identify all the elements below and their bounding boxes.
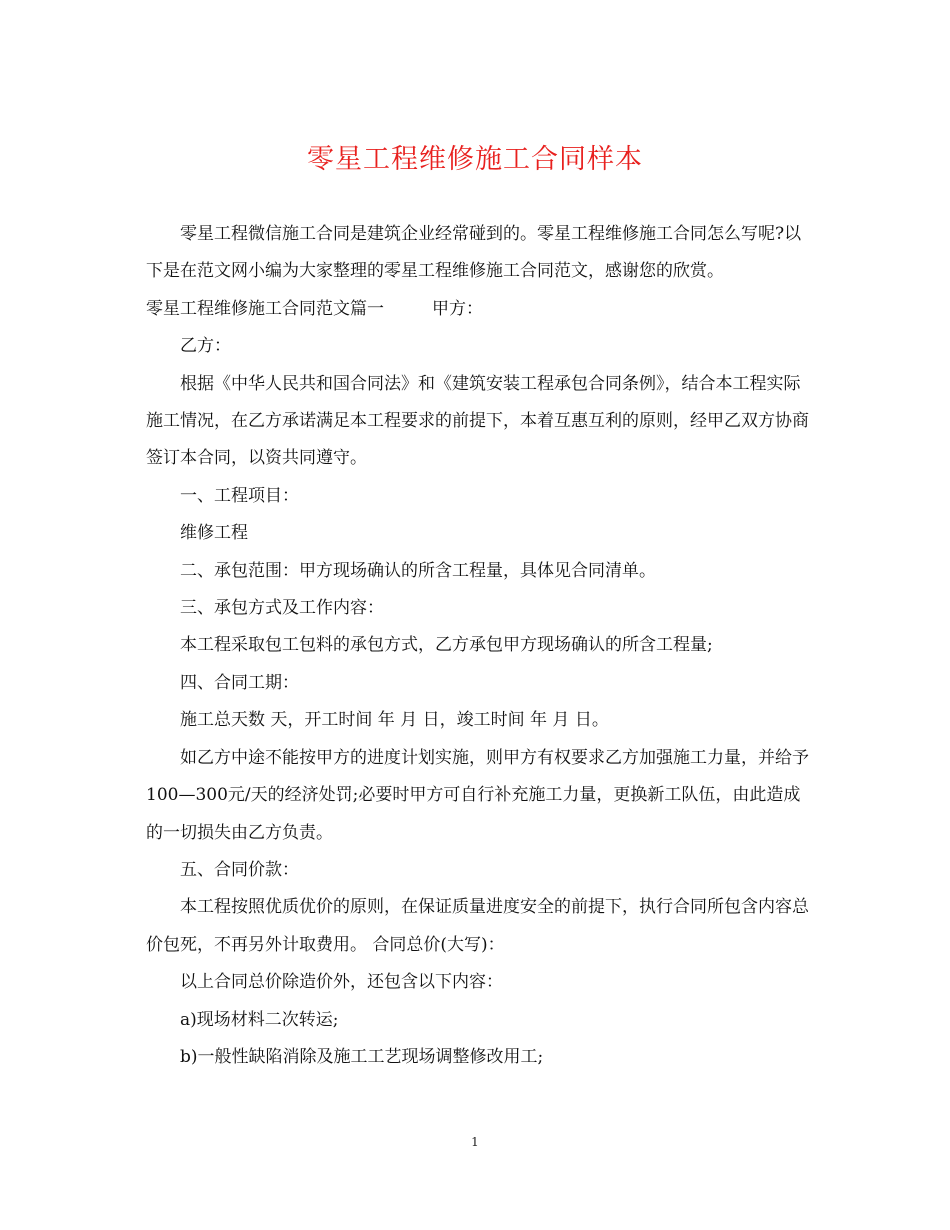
clause-5-includes: 以上合同总价除造价外，还包含以下内容： [180,972,503,993]
clause-5-body: 本工程按照优质优价的原则，在保证质量进度安全的前提下，执行合同所包含内容总价包死，不再另外计取费用。 合同总价(大写)： [146,897,809,955]
clause-1-title: 一、工程项目： [180,485,299,506]
list-item-b: b)一般性缺陷消除及施工工艺现场调整修改用工; [180,1046,544,1067]
preamble-paragraph: 根据《中华人民共和国合同法》和《建筑安装工程承包合同条例》，结合本工程实际施工情况，在乙方承诺满足本工程要求的前提下，本着互惠互利的原则，经甲乙双方协商签订本合同，以资共同遵守。 [146,373,809,469]
clause-2: 二、承包范围：甲方现场确认的所含工程量，具体见合同清单。 [180,560,656,581]
section-heading-line [146,291,811,328]
section-heading: 零星工程维修施工合同范文篇一 [146,298,384,319]
party-a-label: 甲方： [432,298,483,319]
page-number: 1 [471,1135,479,1149]
list-item-a: a)现场材料二次转运; [180,1009,339,1030]
clause-5-title: 五、合同价款： [180,859,299,880]
party-b-label: 乙方： [180,336,231,357]
clause-4-penalty: 如乙方中途不能按甲方的进度计划实施，则甲方有权要求乙方加强施工力量，并给予100—300元/天的经济处罚;必要时甲方可自行补充施工力量，更换新工队伍，由此造成的一切损失由乙方负责。 [146,747,809,843]
document-title: 零星工程维修施工合同样本 [307,144,643,175]
clause-1-body: 维修工程 [180,523,248,544]
intro-paragraph: 零星工程微信施工合同是建筑企业经常碰到的。零星工程维修施工合同怎么写呢?以下是在范文网小编为大家整理的零星工程维修施工合同范文，感谢您的欣赏。 [146,224,802,282]
clause-4-body: 施工总天数 天，开工时间 年 月 日，竣工时间 年 月 日。 [180,710,609,731]
clause-3-body: 本工程采取包工包料的承包方式，乙方承包甲方现场确认的所含工程量; [180,635,713,656]
clause-3-title: 三、承包方式及工作内容： [180,598,384,619]
clause-4-title: 四、合同工期： [180,672,299,693]
document-body [146,216,811,1076]
